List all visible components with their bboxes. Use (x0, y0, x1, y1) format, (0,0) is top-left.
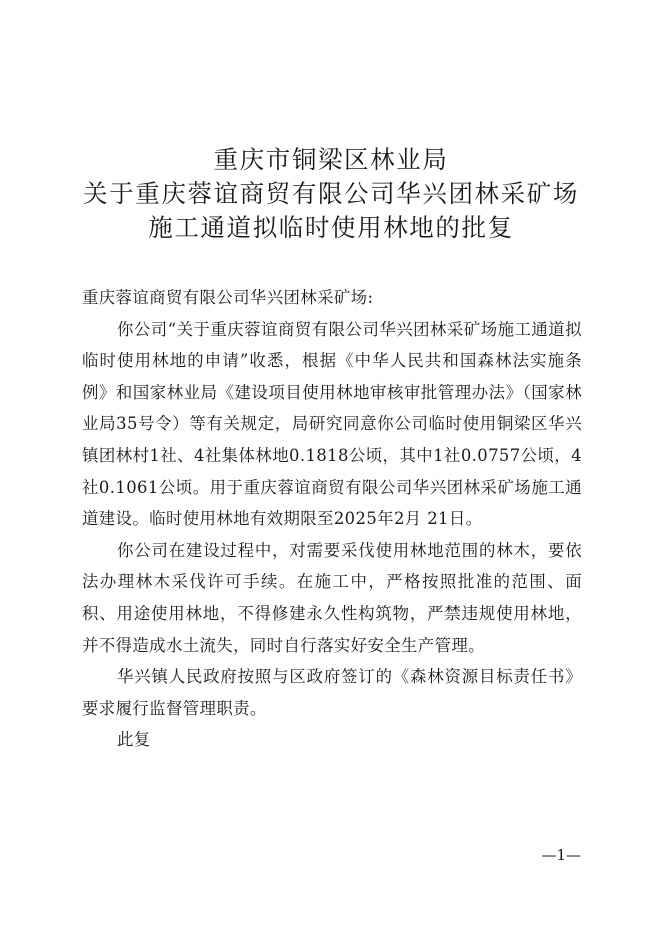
title-line-type: 施工通道拟临时使用林地的批复 (148, 213, 514, 242)
document-body (82, 282, 582, 756)
paragraph-approval: 你公司“关于重庆蓉谊商贸有限公司华兴团林采矿场施工通道拟临时使用林地的申请”收悉，根据《中华人民共和国森林法实施条例》和国家林业局《建设项目使用林地审核审批管理办法》（国家林业局35号令）等有关规定，局研究同意你公司临时使用铜梁区华兴镇团林村1社、4社集体林地0.1818公顷，其中1社0.0757公顷，4社0.1061公顷。用于重庆蓉谊商贸有限公司华兴团林采矿场施工通道建设。临时使用林地有效期限至2025年2月 21日。 (82, 319, 582, 529)
page-number: —1— (541, 846, 581, 864)
paragraph-requirements: 你公司在建设过程中，对需要采伐使用林地范围的林木，要依法办理林木采伐许可手续。在施工中，严格按照批准的范围、面积、用途使用林地，不得修建永久性构筑物，严禁违规使用林地，并不得造成水土流失，同时自行落实好安全生产管理。 (82, 540, 582, 655)
title-line-subject: 关于重庆蓉谊商贸有限公司华兴团林采矿场 (83, 179, 579, 208)
paragraph-supervision: 华兴镇人民政府按照与区政府签订的《森林资源目标责任书》要求履行监督管理职责。 (82, 667, 582, 718)
salutation: 重庆蓉谊商贸有限公司华兴团林采矿场: (82, 288, 374, 307)
document-title (0, 143, 662, 245)
title-line-issuer: 重庆市铜梁区林业局 (213, 145, 449, 174)
closing: 此复 (117, 730, 151, 750)
